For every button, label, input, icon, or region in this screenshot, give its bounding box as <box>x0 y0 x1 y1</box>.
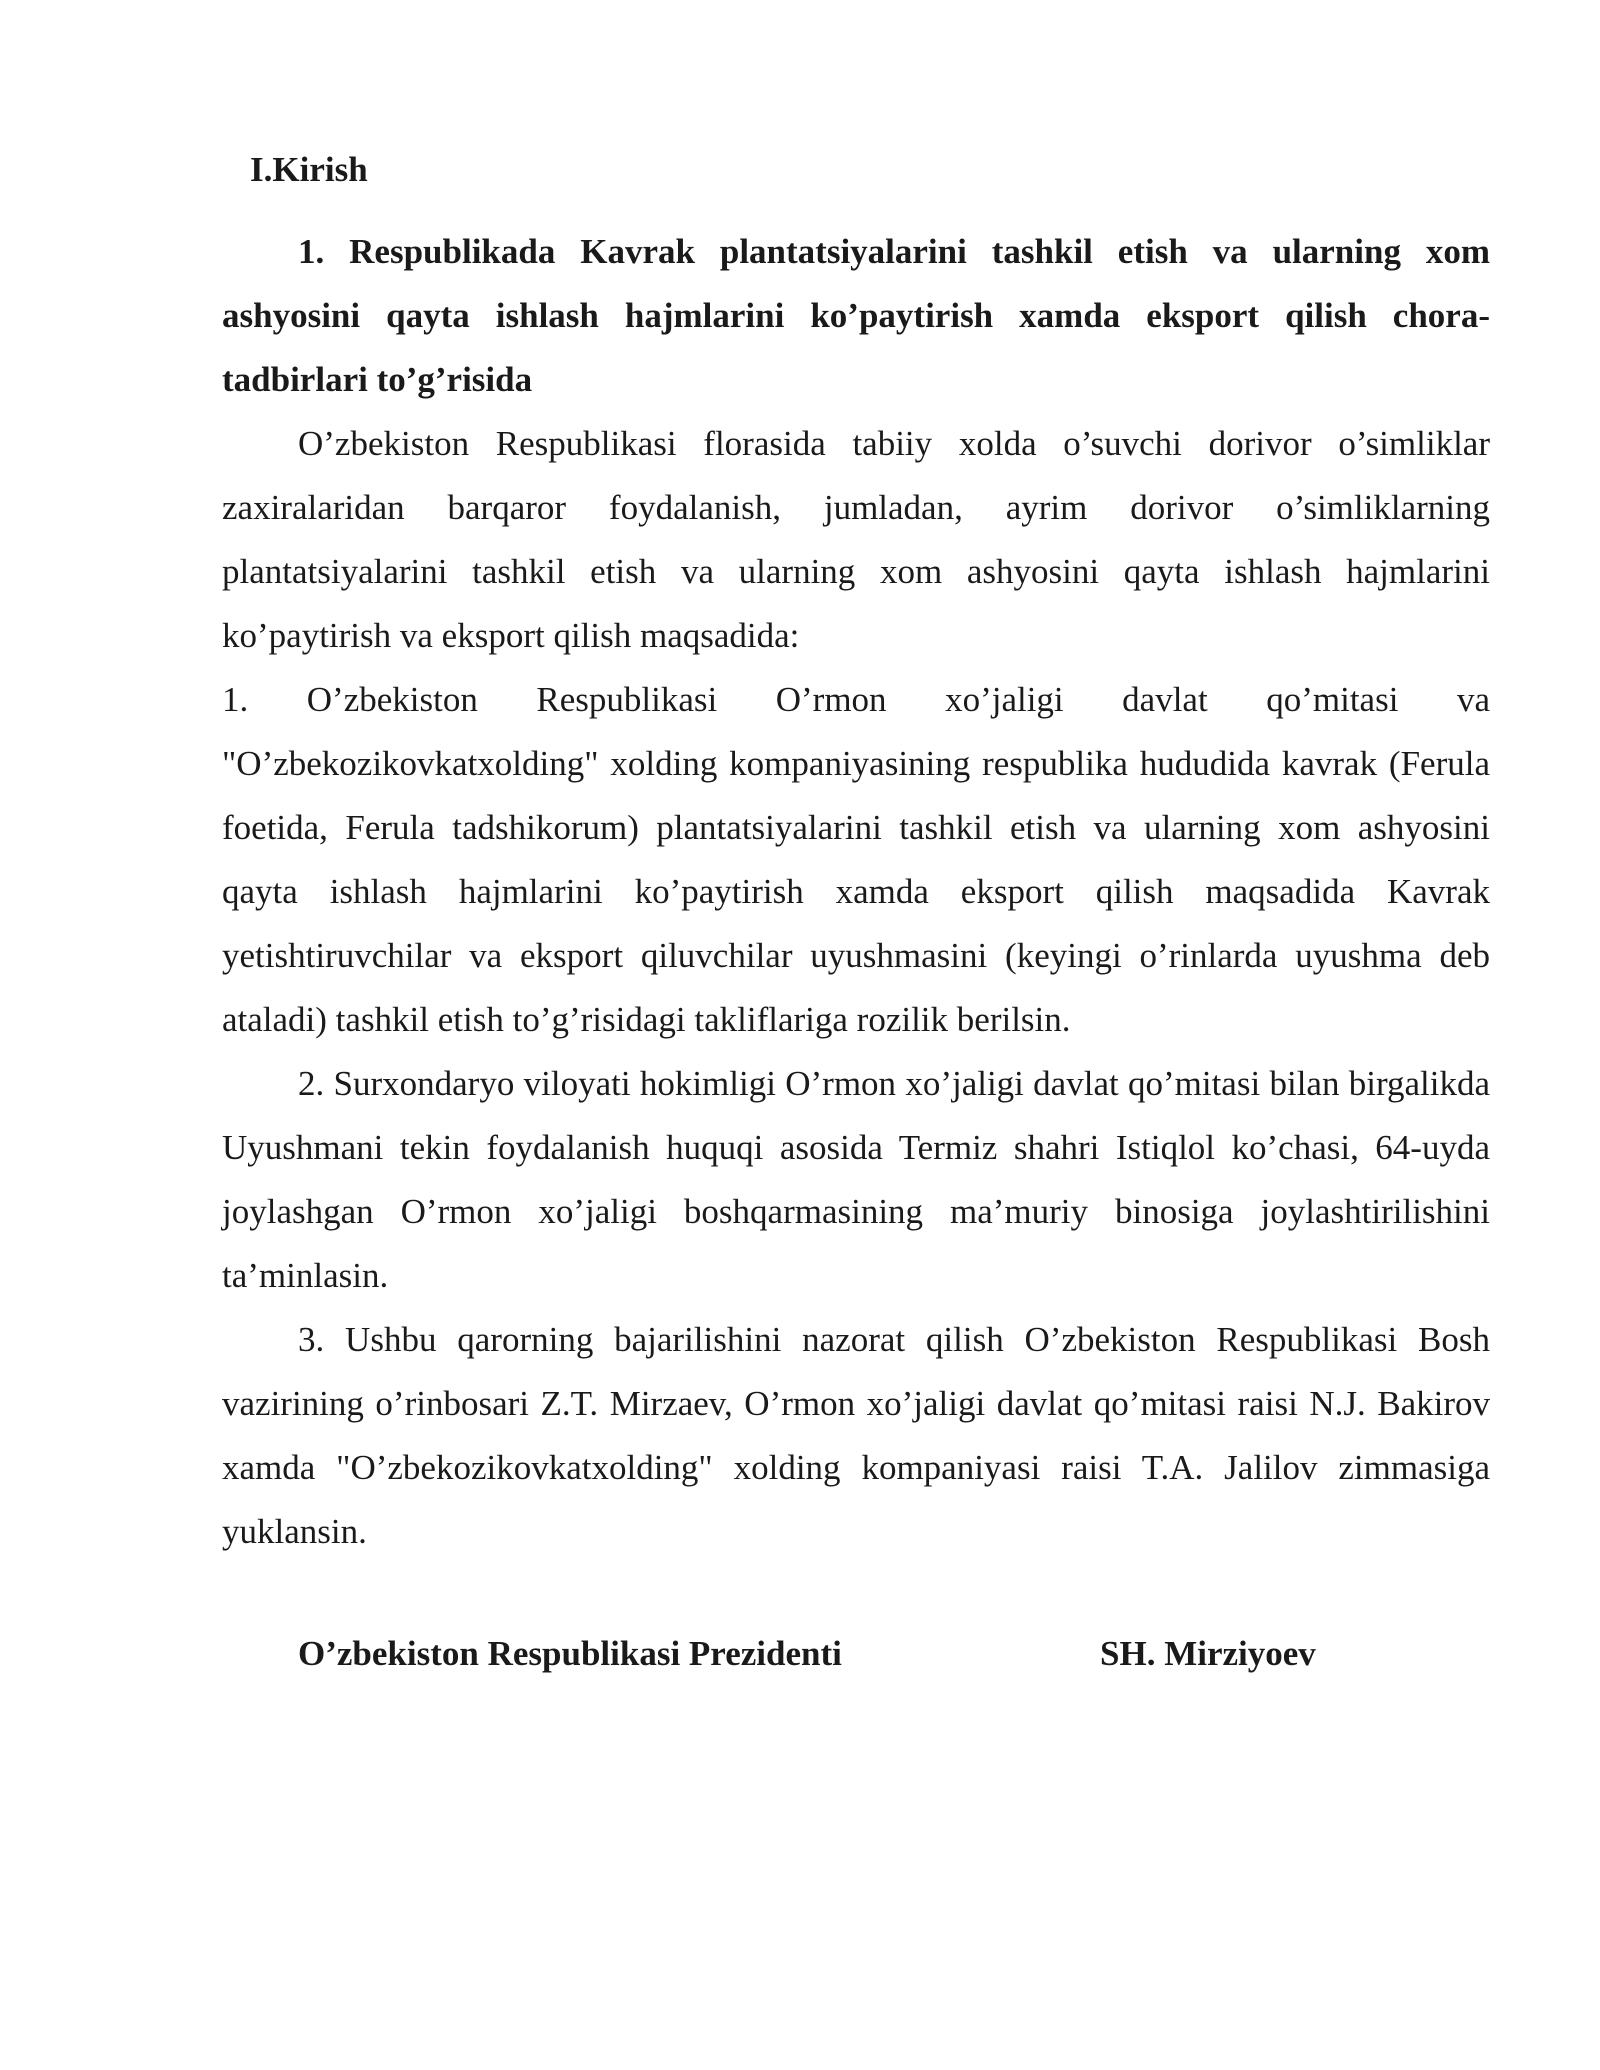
document-title: 1. Respublikada Kavrak plantatsiyalarini tashkil etish va ularning xom ashyosini qayta ishlash hajmlarini ko’paytirish xamda eksport qilish chora-tadbirlari to’g’risida <box>222 232 1490 399</box>
clause-1-paragraph: 1. O’zbekiston Respublikasi O’rmon xo’jaligi davlat qo’mitasi va "O’zbekozikovkatxolding" xolding kompaniyasining respublika hududida kavrak (Ferula foetida, Ferula tadshikorum) plantatsiyalarini tashkil etish va ularning xom ashyosini qayta ishlash hajmlarini ko’paytirish xamda eksport qilish maqsadida Kavrak yetishtiruvchilar va eksport qiluvchilar uyushmasini (keyingi o’rinlarda uyushma deb ataladi) tashkil etish to’g’risidagi takliflariga rozilik berilsin. <box>222 680 1490 1039</box>
clause-2-paragraph: 2. Surxondaryo viloyati hokimligi O’rmon xo’jaligi davlat qo’mitasi bilan birgalikda Uyushmani tekin foydalanish huquqi asosida Termiz shahri Istiqlol ko’chasi, 64-uyda joylashgan O’rmon xo’jaligi boshqarmasining ma’muriy binosiga joylashtirilishini ta’minlasin. <box>222 1064 1490 1295</box>
document-body <box>222 140 1490 1564</box>
section-heading: I.Kirish <box>250 150 368 189</box>
signature-role: O’zbekiston Respublikasi Prezidenti <box>298 1634 842 1673</box>
preamble-paragraph: O’zbekiston Respublikasi florasida tabiiy xolda o’suvchi dorivor o’simliklar zaxiralaridan barqaror foydalanish, jumladan, ayrim dorivor o’simliklarning plantatsiyalarini tashkil etish va ularning xom ashyosini qayta ishlash hajmlarini ko’paytirish va eksport qilish maqsadida: <box>222 424 1490 655</box>
signature-name: SH. Mirziyoev <box>1100 1634 1316 1673</box>
clause-3-paragraph: 3. Ushbu qarorning bajarilishini nazorat qilish O’zbekiston Respublikasi Bosh vazirining o’rinbosari Z.T. Mirzaev, O’rmon xo’jaligi davlat qo’mitasi raisi N.J. Bakirov xamda "O’zbekozikovkatxolding" xolding kompaniyasi raisi T.A. Jalilov zimmasiga yuklansin. <box>222 1320 1490 1551</box>
